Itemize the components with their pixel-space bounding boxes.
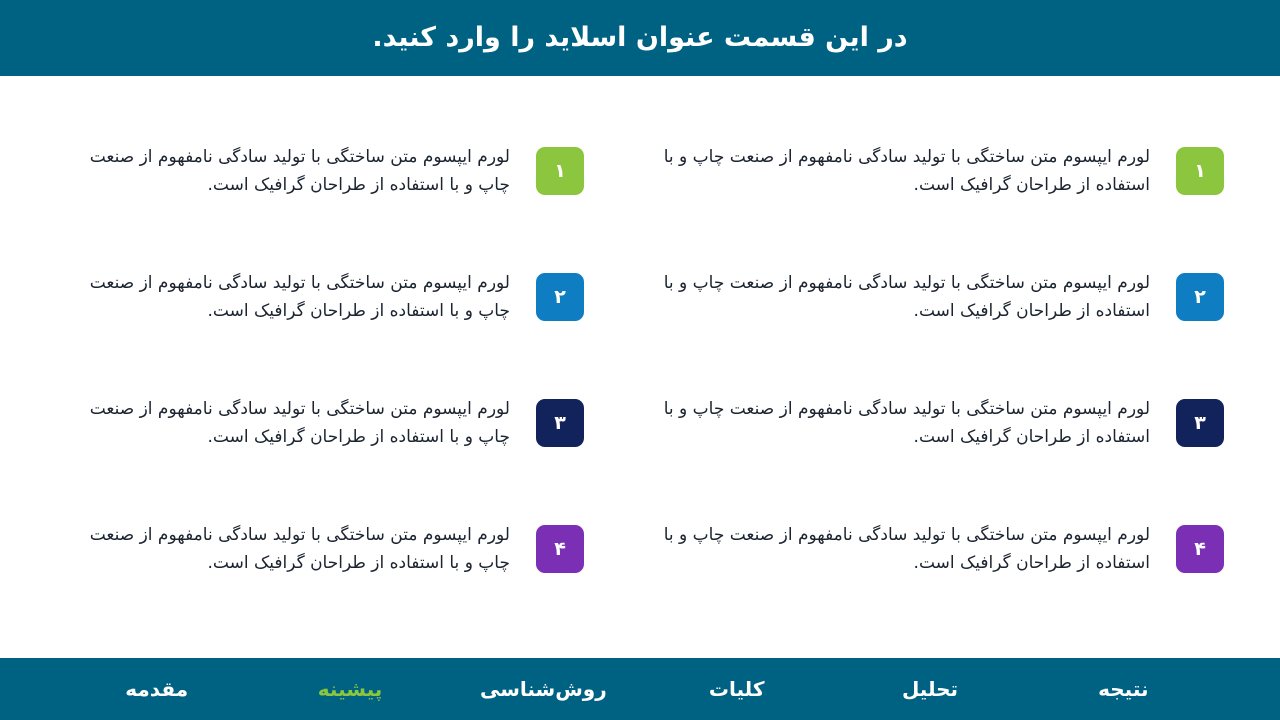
item-number-badge: ۴ xyxy=(536,525,584,573)
item-number-badge: ۱ xyxy=(536,147,584,195)
item-text: لورم ایپسوم متن ساختگی با تولید سادگی نامفهوم از صنعت چاپ و با استفاده از طراحان گرافیک است. xyxy=(89,399,510,447)
nav-item-pishine[interactable]: پیشینه xyxy=(317,677,383,701)
item-text: لورم ایپسوم متن ساختگی با تولید سادگی نامفهوم از صنعت چاپ و با استفاده از طراحان گرافیک است. xyxy=(89,147,510,195)
list-item xyxy=(640,396,1224,522)
list-item xyxy=(640,522,1224,648)
item-number-badge: ۴ xyxy=(1176,525,1224,573)
list-item xyxy=(640,270,1224,396)
item-number-badge: ۲ xyxy=(536,273,584,321)
item-number-badge: ۱ xyxy=(1176,147,1224,195)
item-text: لورم ایپسوم متن ساختگی با تولید سادگی نامفهوم از صنعت چاپ و با استفاده از طراحان گرافیک است. xyxy=(663,399,1150,447)
slide-body xyxy=(0,76,1280,658)
content-column-right xyxy=(640,130,1224,658)
list-item xyxy=(56,144,584,270)
nav-item-raveshshenasi[interactable]: روش‌شناسی xyxy=(479,677,607,701)
item-text: لورم ایپسوم متن ساختگی با تولید سادگی نامفهوم از صنعت چاپ و با استفاده از طراحان گرافیک است. xyxy=(89,525,510,573)
list-item xyxy=(56,522,584,648)
list-item xyxy=(640,144,1224,270)
content-column-left xyxy=(56,130,640,658)
slide-header xyxy=(0,0,1280,76)
nav-item-moghadame[interactable]: مقدمه xyxy=(125,677,189,701)
page-title: در این قسمت عنوان اسلاید را وارد کنید. xyxy=(372,21,908,53)
list-item xyxy=(56,396,584,522)
item-number-badge: ۳ xyxy=(1176,399,1224,447)
nav-item-tahlil[interactable]: تحلیل xyxy=(901,677,959,701)
nav-item-kolliyat[interactable]: کلیات xyxy=(708,677,765,701)
item-number-badge: ۳ xyxy=(536,399,584,447)
slide-footer-nav xyxy=(0,658,1280,720)
item-number-badge: ۲ xyxy=(1176,273,1224,321)
item-text: لورم ایپسوم متن ساختگی با تولید سادگی نامفهوم از صنعت چاپ و با استفاده از طراحان گرافیک است. xyxy=(663,525,1150,573)
item-text: لورم ایپسوم متن ساختگی با تولید سادگی نامفهوم از صنعت چاپ و با استفاده از طراحان گرافیک است. xyxy=(663,273,1150,321)
nav-item-natije[interactable]: نتیجه xyxy=(1098,677,1149,701)
item-text: لورم ایپسوم متن ساختگی با تولید سادگی نامفهوم از صنعت چاپ و با استفاده از طراحان گرافیک است. xyxy=(89,273,510,321)
item-text: لورم ایپسوم متن ساختگی با تولید سادگی نامفهوم از صنعت چاپ و با استفاده از طراحان گرافیک است. xyxy=(663,147,1150,195)
list-item xyxy=(56,270,584,396)
